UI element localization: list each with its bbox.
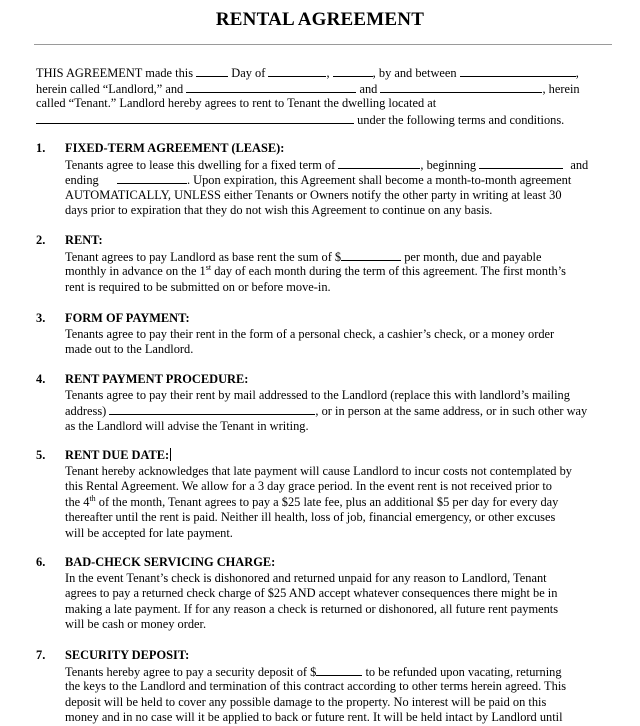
blank-lease-start[interactable]: [479, 157, 563, 169]
text-cursor: [170, 448, 171, 461]
title-divider: [34, 44, 612, 45]
section-rent-due-date: [36, 448, 612, 542]
blank-lease-term[interactable]: [338, 157, 420, 169]
section-heading: BAD-CHECK SERVICING CHARGE:: [65, 555, 276, 569]
section-heading: RENT DUE DATE:: [65, 448, 170, 462]
blank-lease-end[interactable]: [117, 172, 187, 184]
blank-deposit-amount[interactable]: [316, 664, 362, 676]
section-rent-payment-procedure: [36, 372, 612, 434]
section-heading: FIXED-TERM AGREEMENT (LEASE):: [65, 141, 285, 155]
section-number: 5.: [36, 448, 46, 462]
section-body: Tenant hereby acknowledges that late payment will cause Landlord to incur costs not contemplated by this Rental Agreement. We allow for a 3 day grace period. In the event rent is not received prior to the 4th of the month, Tenant agrees to pay a $25 late fee, plus an additional $5 per day for every day thereafter until the rent is paid. Neither ill health, loss of job, financial emergency, or other excuses will be accepted for late payment.: [65, 463, 572, 540]
blank-landlord-mailing-address[interactable]: [109, 403, 315, 415]
section-heading: SECURITY DEPOSIT:: [65, 648, 190, 662]
blank-tenant-name-1[interactable]: [186, 81, 356, 93]
section-number: 1.: [36, 141, 46, 155]
document-title: RENTAL AGREEMENT: [215, 9, 425, 30]
intro-line-3: called “Tenant.” Landlord hereby agrees to rent to Tenant the dwelling located at: [36, 96, 437, 111]
intro-line-4: under the following terms and conditions.: [36, 112, 610, 128]
section-body: Tenant agrees to pay Landlord as base rent the sum of $ per month, due and payable monthly in advance on the 1st day of each month during the term of this agreement. The first month’s rent is required to be submitted on or before move-in.: [65, 249, 566, 294]
section-body: Tenants agree to lease this dwelling for a fixed term of , beginning and ending . Upon expiration, this Agreement shall become a month-to-month agreement AUTOMATICALLY, UNLESS either Tenants or Owners notify the other party in writing at least 30 days prior to expiration that they do not wish this Agreement to continue on any basis.: [65, 157, 589, 218]
section-security-deposit: [36, 648, 612, 726]
section-heading: RENT PAYMENT PROCEDURE:: [65, 372, 249, 386]
section-body: Tenants agree to pay their rent in the form of a personal check, a cashier’s check, or a money order made out to the Landlord.: [65, 326, 555, 357]
section-rent: [36, 233, 612, 295]
blank-dwelling-address[interactable]: [36, 112, 354, 124]
section-heading: RENT:: [65, 233, 103, 247]
intro-line-1: THIS AGREEMENT made this Day of , , by and between ,: [36, 66, 579, 80]
intro-line-2: herein called “Landlord,” and and , herein: [36, 81, 580, 96]
blank-rent-amount[interactable]: [341, 249, 401, 261]
blank-tenant-name-2[interactable]: [380, 81, 542, 93]
section-number: 4.: [36, 372, 46, 386]
section-number: 3.: [36, 311, 46, 325]
intro-paragraph: [36, 65, 610, 127]
section-fixed-term: [36, 141, 612, 219]
blank-landlord-name[interactable]: [460, 65, 576, 77]
section-number: 2.: [36, 233, 46, 247]
section-heading: FORM OF PAYMENT:: [65, 311, 190, 325]
section-body: Tenants agree to pay their rent by mail addressed to the Landlord (replace this with landlord’s mailing address) , or in person at the same address, or in such other way as the Landlord will advise the Tenant in writing.: [65, 387, 588, 433]
blank-month[interactable]: [268, 65, 326, 77]
section-form-of-payment: [36, 311, 612, 358]
section-number: 7.: [36, 648, 46, 662]
blank-day[interactable]: [196, 65, 228, 77]
section-bad-check-charge: [36, 555, 612, 633]
section-body: Tenants hereby agree to pay a security deposit of $ to be refunded upon vacating, returning the keys to the Landlord and termination of this contract according to other terms herein agreed. This deposit will be held to cover any possible damage to the property. No interest will be paid on this money and in no case will it be applied to back or future rent. It will be held intact by Landlord until: [65, 664, 567, 725]
section-number: 6.: [36, 555, 46, 569]
blank-year[interactable]: [333, 65, 373, 77]
section-body: In the event Tenant’s check is dishonored and returned unpaid for any reason to Landlord, Tenant agrees to pay a returned check charge of $25 AND accept whatever consequences there might be in making a late payment. If for any reason a check is returned or dishonored, all future rent payments will be cash or money order.: [65, 570, 559, 632]
